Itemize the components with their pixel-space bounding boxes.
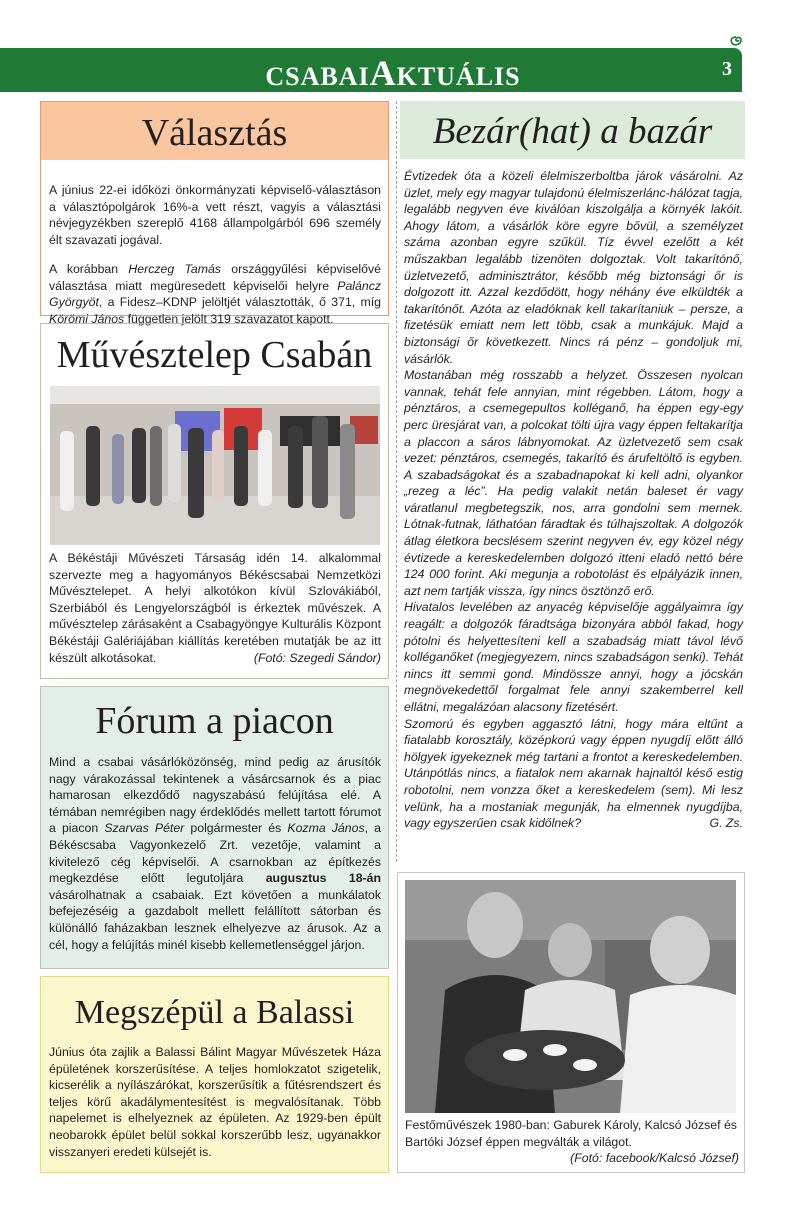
muvesztelep-photo-credit: (Fotó: Szegedi Sándor) bbox=[253, 650, 381, 665]
muvesztelep-title: Művésztelep Csabán bbox=[56, 334, 373, 376]
balassi-title: Megszépül a Balassi bbox=[74, 994, 355, 1031]
valasztas-paragraph-1: A június 22-ei időközi önkormányzati képviselő-választáson a választópolgárok 16%-a vett részt, vagyis a választási névjegyzékben szereplő 4168 állampolgárból 696 személy élt szavazati jogával. bbox=[49, 183, 381, 248]
muvesztelep-text: A Békéstáji Művészeti Társaság idén 14. alkalommal szervezte meg a hagyományos Békéscsabai Nemzetközi Művésztelepet. A helyi alkotókon kívül Szlovákiából, Szerbiából és Lengyelországból is érkeztek művészek. A művésztelep zárásaként a Csabagyöngye Kulturális Központ Békéstáji Galériájában kiállítás keretében mutatják be az itt készült alkotásokat. bbox=[49, 551, 381, 665]
forum-body: Mind a csabai vásárlóközönség, mind pedig az árusítók nagy várakozással tekintenek a vásárcsarnok és a piac hamarosan elkezdődő nagyszabású felújítása elé. A témában nemrégiben nagy érdeklődés mellett tartott fórumot a piacon Szarvas Péter polgármester és Kozma János, a Békéscsaba Vagyonkezelő Zrt. vezetője, valamint a kivitelező cég képviselői. A csarnokban az építkezés megkezdése előtt legutoljára augusztus 18-án vásárolhatnak a csabaiak. Ezt követően a munkálatok befejezéséig a gazdabolt mellett felállított sátorban és különálló faházakban lesznek elhelyezve az árusok. Az a cél, hogy a felújítás minél kisebb kellemetlenséggel járjon. bbox=[49, 755, 381, 952]
valasztas-paragraph-2: A korábban Herczeg Tamás országgyűlési képviselővé választása miatt megüresedett képviselői helyre Paláncz Györgyöt, a Fidesz–KDNP jelöltjét választották, ő 371, míg Körömi János független jelölt 319 szavazatot kapott. bbox=[49, 261, 381, 326]
painters-photo-caption bbox=[405, 1117, 739, 1167]
painters-photo bbox=[405, 880, 736, 1113]
bazar-body bbox=[404, 168, 743, 832]
muvesztelep-group-photo bbox=[50, 386, 380, 545]
swirl-logo-icon bbox=[729, 35, 743, 47]
bazar-paragraph-1: Évtizedek óta a közeli élelmiszerboltba járok vásárolni. Az üzlet, mely egy magyar tulajdonú élelmiszerlánc-hálózat tagja, legalább negyven éve kiválóan kiszolgálja a környék lakóit. Ahogy látom, a vásárlók köre egyre bővül, a személyzet száma azonban egyre szűkül. Tíz évvel ezelőtt a két műszakban legalább tizenöten dolgoztak. Volt takarítónő, üzletvezető, adminisztrátor, később még biztonsági őr is dolgozott itt. Azzal kezdődött, hogy néhány éve elküldték a takarítónőt. Azóta az eladóknak kell takarítaniuk – persze, a fizetésük emiatt nem lett több, csak a munkájuk. Majd a biztonsági őr következett. Nincs rá pénz – gondoljuk mi, vásárlók. bbox=[404, 169, 743, 366]
muvesztelep-body bbox=[49, 550, 381, 666]
painters-photo-credit: (Fotó: facebook/Kalcsó József) bbox=[570, 1151, 739, 1166]
bazar-title: Bezár(hat) a bazár bbox=[432, 111, 713, 152]
painters-caption-text: Festőművészek 1980-ban: Gaburek Károly, Kalcsó József és Bartóki József éppen megválták a világot. bbox=[405, 1118, 737, 1149]
column-divider bbox=[396, 101, 397, 862]
bazar-paragraph-3: Hivatalos levelében az anyacég képviselője aggályaimra így reagált: a dolgozók fáradtsága bizonyára abból fakad, hogy pótolni és helyettesíteni kell a szabadság miatt távol lévő kolléganőket (megjegyezem, nincs szabadságon senki). Tehát nincs itt semmi gond. Mindössze annyi, hogy a jócskán megnövekedettől forgalmat fele annyi szakemberrel kell ellátni, megalázóan alacsony fizetésért. bbox=[404, 600, 743, 714]
page-number: 3 bbox=[722, 58, 732, 80]
valasztas-title: Választás bbox=[141, 112, 288, 154]
forum-title: Fórum a piacon bbox=[95, 700, 334, 742]
bazar-paragraph-2: Mostanában még rosszabb a helyzet. Összesen nyolcan vannak, tehát fele annyian, mint régebben. Látom, hogy a pénztáros, a csemegepultos kolléganő, ha éppen egy-egy perc üresjárat van, a polcokat tölti újra vagy éppen feltakarítja a placcon a sáros lábnyomokat. Az üzletvezető sem csak vezet: pénztáros, csemegés, takarító és árufeltöltő is egyben. A szabadságokat és a szabadnapokat ki kell adni, olyankor „rezeg a léc”. Ha pedig valakit netán baleset ér vagy váratlanul megbetegszik, nos, arra gondolni sem mernek. Lótnak-futnak, láthatóan fáradtak és túlhajszoltak. A dolgozók átlag életkora becslésem szerint negyven év, egy közel négy évtizede a kereskedelemben dolgozó itteni eladó nettó bére 124 000 forint. Aki megunja a robotolást és elpályázik innen, azt nem tartják vissza, így nincs ösztönző erő. bbox=[404, 368, 743, 598]
bazar-paragraph-4: Szomorú és egyben aggasztó látni, hogy mára eltűnt a fiatalabb korosztály, középkorú vagy éppen nyugdíj előtt álló hölgyek igyekeznek még tartani a frontot a kereskedelemben. Utánpótlás nincs, a fiatalok nem akarnak hajnaltól késő estig robotolni, nem vonzza őket a kereskedelem (sem). Mi lesz velünk, ha a mostaniak megunják, ha elmennek nyugdíjba, vagy egyszerűen csak kidőlnek? bbox=[404, 716, 743, 831]
publication-title: CSABAIAKTUÁLIS bbox=[265, 53, 521, 93]
balassi-body: Június óta zajlik a Balassi Bálint Magyar Művészetek Háza épületének korszerűsítése. A teljes homlokzatot szigetelik, kicserélik a nyílászárókat, korszerűsítik a fűtésrendszert és teljes körű akadálymentesítést is megvalósítanak. Több napelemet is elhelyeznek az épületen. Az 1929-ben épült neobarokk épület belül sokkal korszerűbb lesz, ugyanakkor visszanyeri eredeti külsejét is. bbox=[49, 1045, 381, 1159]
bazar-signature: G. Zs. bbox=[709, 816, 743, 831]
valasztas-body bbox=[49, 170, 381, 340]
